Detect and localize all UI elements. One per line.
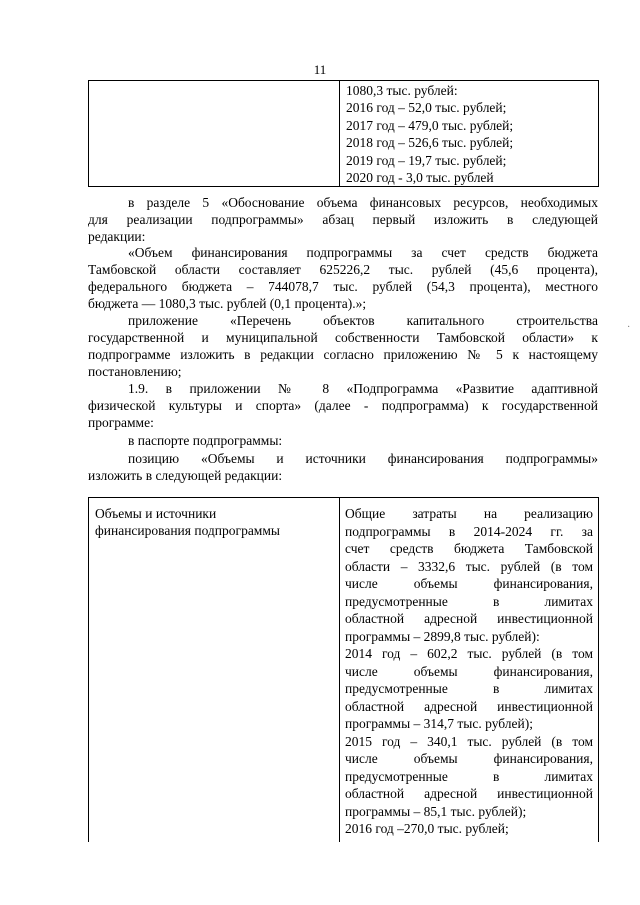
right-cell-line: областной адресной инвестиционной (345, 698, 593, 714)
top-cell-line: 2017 год – 479,0 тыс. рублей; (346, 117, 514, 133)
body-line: позицию «Объемы и источники финансирования подпрограммы» (128, 451, 598, 466)
page-number: 11 (313, 62, 327, 77)
body-line: в паспорте подпрограммы: (128, 433, 283, 448)
right-cell-line: областной адресной инвестиционной (345, 611, 593, 626)
right-cell-line: программы – 314,7 тыс. рублей); (345, 716, 533, 731)
body-line: редакции: (88, 229, 146, 244)
right-cell-line: числе объемы финансирования, (345, 751, 593, 766)
body-line: физической культуры и спорта» (далее - подпрограмма) к государственной (88, 398, 598, 413)
body-line: федерального бюджета – 744078,7 тыс. рублей (54,3 процента), местного (88, 279, 598, 294)
body-line: Тамбовской области составляет 625226,2 тыс. рублей (45,6 процента), (88, 262, 598, 277)
right-cell-line: числе объемы финансирования, (345, 663, 593, 679)
left-cell-line: Объемы и источники (95, 506, 217, 521)
right-cell-line: счет средств бюджета Тамбовской (345, 541, 593, 556)
right-cell-line: 2015 год – 340,1 тыс. рублей (в том (345, 733, 593, 749)
bottom-table-right-cell (345, 505, 593, 838)
bottom-table-top-border (88, 497, 598, 498)
top-table-middle-border (339, 80, 340, 187)
right-cell-line: подпрограммы в 2014-2024 гг. за (345, 523, 593, 539)
right-cell-line: Общие затраты на реализацию (345, 506, 593, 521)
right-cell-line: областной адресной инвестиционной (345, 786, 593, 801)
body-line: программе: (88, 415, 154, 430)
right-cell-line: программы – 2899,8 тыс. рублей): (345, 628, 540, 644)
left-cell-line: финансирования подпрограммы (95, 523, 280, 538)
right-cell-line: предусмотренные в лимитах (345, 768, 593, 784)
right-cell-line: программы – 85,1 тыс. рублей); (345, 803, 527, 819)
top-table-bottom-border (88, 186, 598, 187)
body-line: бюджета — 1080,3 тыс. рублей (0,1 процента).»; (88, 296, 367, 311)
bottom-table-right-border (598, 497, 599, 842)
right-cell-line: числе объемы финансирования, (345, 576, 593, 591)
top-table-right-border (598, 80, 599, 187)
bottom-table-left-cell (95, 505, 280, 539)
body-line: 1.9. в приложении № 8 «Подпрограмма «Развитие адаптивной (128, 381, 598, 396)
body-line: для реализации подпрограммы» абзац первый изложить в следующей (88, 212, 598, 227)
bottom-table-left-border (88, 497, 89, 842)
right-cell-line: 2014 год – 602,2 тыс. рублей (в том (345, 646, 593, 661)
margin-mark: · (627, 322, 631, 333)
top-cell-line: 2016 год – 52,0 тыс. рублей; (346, 100, 507, 116)
right-cell-line: предусмотренные в лимитах (345, 593, 593, 609)
top-cell-line: 1080,3 тыс. рублей: (346, 83, 458, 98)
top-table-top-border (88, 80, 598, 81)
top-cell-line: 2020 год - 3,0 тыс. рублей (346, 170, 494, 186)
right-cell-line: предусмотренные в лимитах (345, 681, 593, 696)
right-cell-line: области – 3332,6 тыс. рублей (в том (345, 558, 593, 574)
top-table-right-cell (346, 82, 513, 186)
body-line: изложить в следующей редакции: (88, 468, 283, 483)
bottom-table-middle-border (339, 497, 340, 842)
right-cell-line: 2016 год –270,0 тыс. рублей; (345, 821, 509, 836)
body-line: подпрограмме изложить в редакции согласно приложению № 5 к настоящему (88, 347, 598, 362)
top-cell-line: 2018 год – 526,6 тыс. рублей; (346, 135, 514, 151)
body-line: «Объем финансирования подпрограммы за счет средств бюджета (128, 245, 598, 260)
top-cell-line: 2019 год – 19,7 тыс. рублей; (346, 152, 507, 168)
body-line: в разделе 5 «Обоснование объема финансовых ресурсов, необходимых (128, 195, 598, 210)
body-line: постановлению; (88, 364, 182, 379)
top-table-left-border (88, 80, 89, 187)
body-line: государственной и муниципальной собственности Тамбовской области» к (88, 330, 598, 345)
body-line: приложение «Перечень объектов капитального строительства (128, 313, 598, 328)
